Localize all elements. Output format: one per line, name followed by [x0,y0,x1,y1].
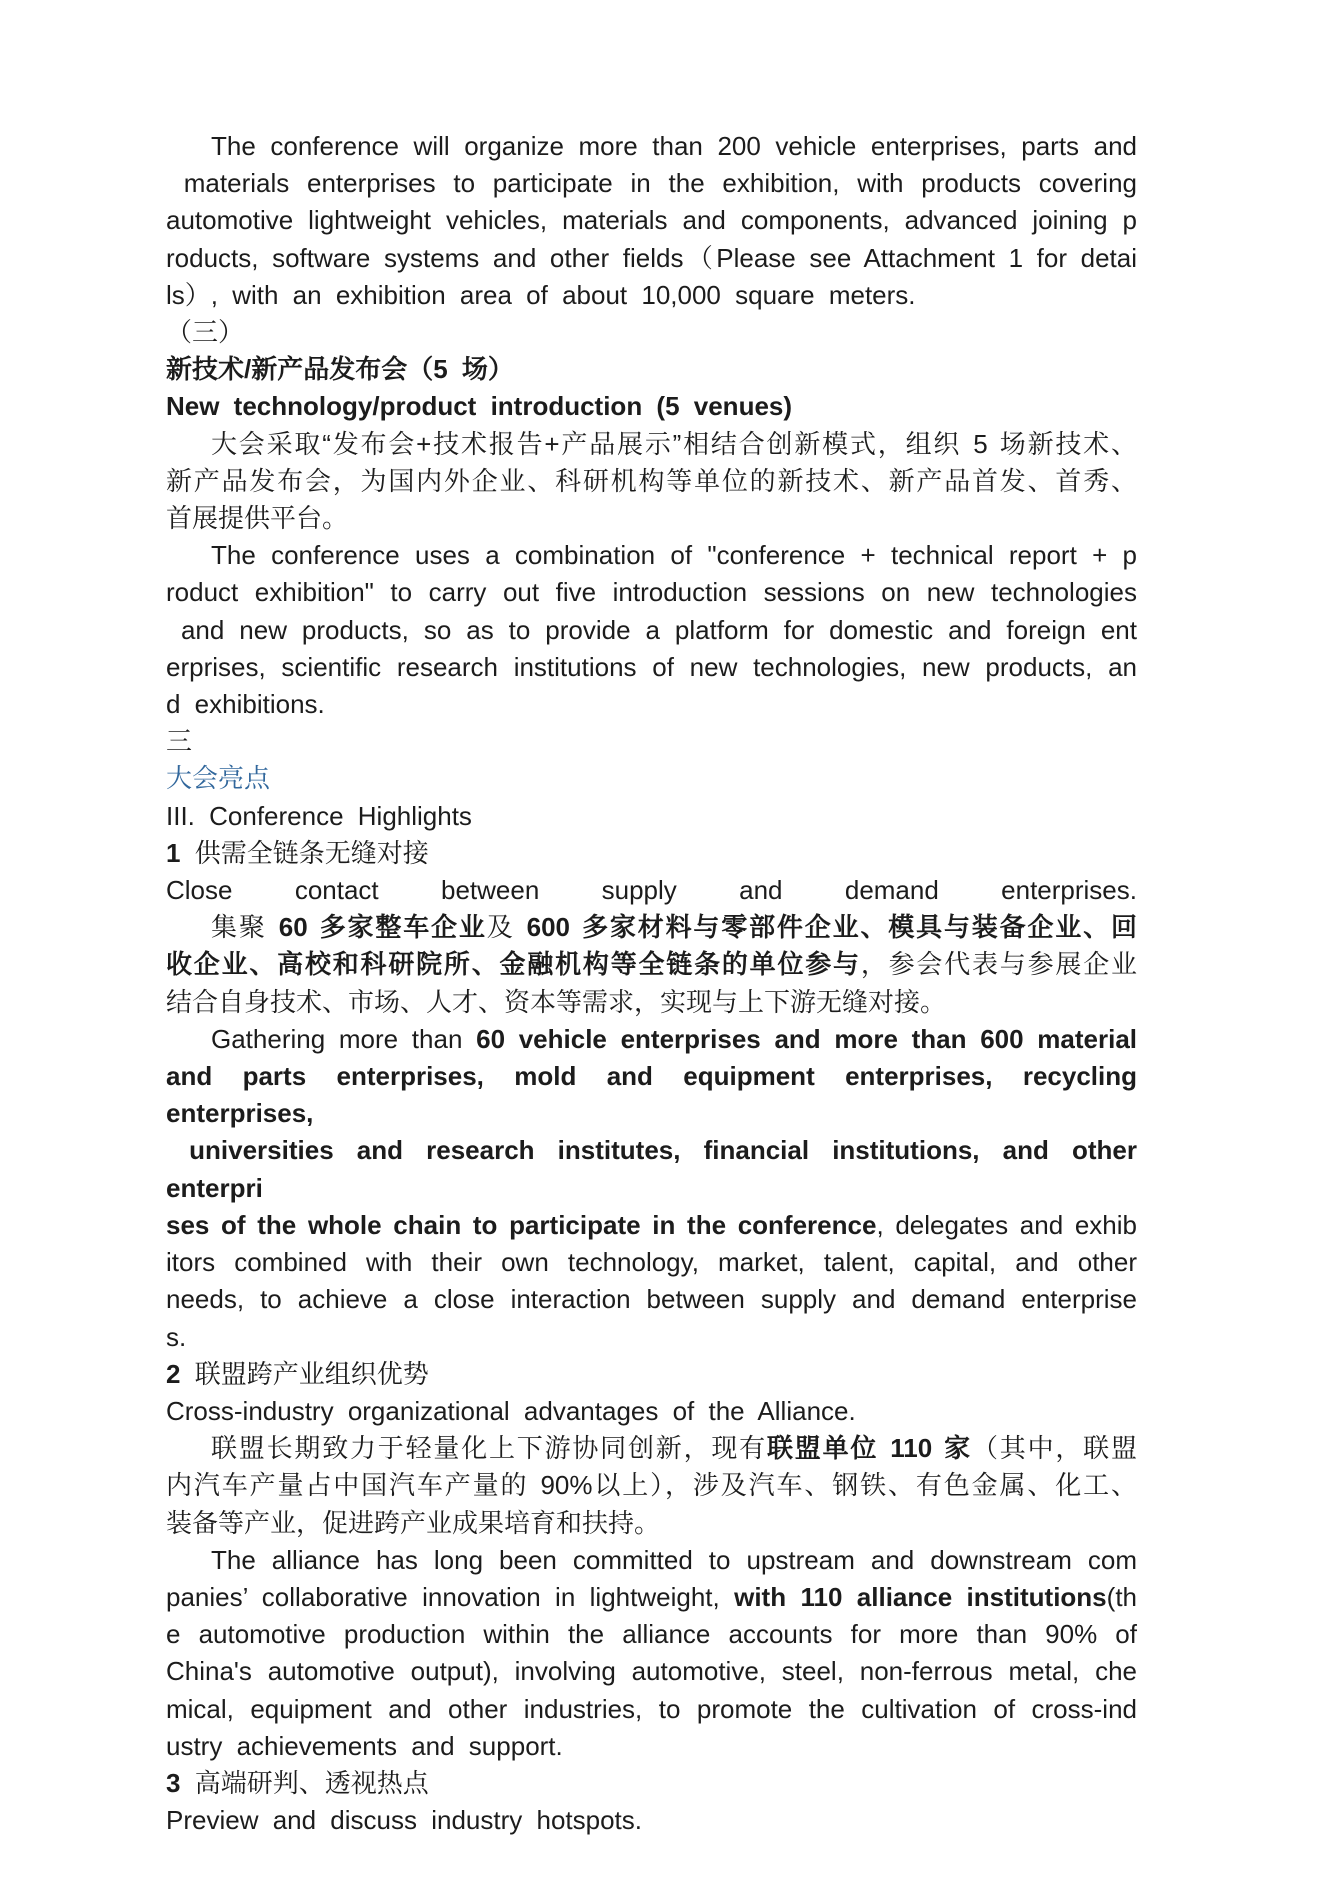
text-run: and new products, so as to provide a platform for domestic and foreign ent [166,614,1137,645]
para-alliance-en-line [166,1653,1137,1690]
text-run: 新技术/新产品发布会（5 场） [166,354,514,385]
text-run: China's automotive output), involving automotive, steel, non-ferrous metal, che [166,1656,1137,1687]
text-run: The conference will organize more than 200 vehicle enterprises, parts and [211,131,1137,161]
text-run: and parts enterprises, mold and equipment enterprises, recycling enterprises, [166,1061,1148,1129]
para-gathering-en-line [166,1281,1137,1318]
text-run: 集聚 [211,912,279,943]
text-run: Preview and discuss industry hotspots. [166,1805,642,1836]
text-run: panies’ collaborative innovation in lightweight, [166,1581,735,1612]
para-exhibition-line [166,240,1137,277]
document-text-body [166,128,1148,1839]
para-exhibition-line [166,128,1137,165]
text-run: 大会亮点 [166,763,271,794]
text-run: 联盟长期致力于轻量化上下游协同创新，现有 [211,1433,767,1464]
highlight-2-title-en [166,1393,1137,1430]
text-run: 高端研判、透视热点 [180,1767,429,1798]
para-gathering-en-line [166,1058,1148,1132]
highlight-3-title-en [166,1802,1137,1839]
para-release-en-line [166,537,1137,574]
highlight-1-title-zh [166,835,1137,872]
text-run: 联盟单位 110 家 [766,1433,972,1464]
para-release-en-line [166,574,1137,611]
para-release-en-line [166,649,1137,686]
text-run: Gathering more than [211,1023,477,1054]
text-run: The conference uses a combination of "conference + technical report + p [211,540,1137,571]
heading-new-technology-en [166,388,1137,425]
text-run: 1 [166,837,181,868]
para-exhibition-line [166,277,1137,314]
text-run: s. [166,1321,187,1352]
text-run: with 110 alliance institutions [734,1581,1107,1612]
highlight-1-title-en [166,872,1137,909]
text-run: materials enterprises to participate in the exhibition, with products covering [166,168,1137,199]
text-run: (th [1106,1581,1137,1612]
text-run: roducts, software systems and other fields（Please see Attachment 1 for detai [166,242,1137,273]
highlight-2-title-zh [166,1356,1137,1393]
text-run: （其中，联盟 [971,1433,1137,1464]
para-exhibition-line [166,202,1137,239]
para-release-zh-line [166,463,1137,500]
para-gathering-en-line [166,1207,1137,1244]
text-run: ses of the whole chain to participate in the conference [166,1209,877,1240]
heading-new-technology-zh [166,351,1137,388]
para-release-en-line [166,612,1137,649]
text-run: Close contact between supply and demand enterprises. [166,875,1137,906]
text-run: The alliance has long been committed to upstream and downstream com [211,1544,1137,1575]
text-run: New technology/product introduction (5 venues) [166,391,793,422]
heading-highlights-zh [166,760,1137,797]
para-gathering-zh-line [166,984,1137,1021]
text-run: erprises, scientific research institutions of new technologies, new products, an [166,651,1137,682]
para-gathering-en-line [166,1319,1137,1356]
text-run: 三 [166,726,193,757]
text-run: automotive lightweight vehicles, materials and components, advanced joining p [166,205,1137,236]
text-run: Cross-industry organizational advantages of the Alliance. [166,1395,856,1426]
para-alliance-en-line [166,1579,1137,1616]
para-release-zh-line [166,500,1137,537]
para-release-en-line [166,686,1137,723]
para-alliance-zh-line [166,1505,1137,1542]
text-run: 大会采取“发布会+技术报告+产品展示”相结合创新模式，组织 5 场新技术、 [211,428,1137,459]
text-run: （三） [166,317,245,348]
text-run: e automotive production within the alliance accounts for more than 90% of [166,1619,1137,1650]
text-run: 及 [486,912,527,943]
text-run: 首展提供平台。 [166,503,349,534]
text-run: 60 多家整车企业 [278,912,487,943]
text-run: 结合自身技术、市场、人才、资本等需求，实现与上下游无缝对接。 [166,986,947,1017]
text-run: ls）, with an exhibition area of about 10,000 square meters. [166,279,916,310]
para-gathering-zh-line [166,946,1137,983]
para-gathering-en-line [166,1021,1137,1058]
text-run: ，参会代表与参展企业 [860,949,1137,980]
text-run: 600 多家材料与零部件企业、模具与装备企业、回 [526,912,1137,943]
text-run: universities and research institutes, financial institutions, and other enterpri [166,1135,1148,1203]
highlight-3-title-zh [166,1765,1137,1802]
text-run: itors combined with their own technology, market, talent, capital, and other [166,1247,1137,1278]
text-run: roduct exhibition" to carry out five introduction sessions on new technologies [166,577,1137,608]
para-alliance-en-line [166,1616,1137,1653]
para-gathering-en-line [166,1244,1137,1281]
text-run: ustry achievements and support. [166,1730,563,1761]
para-gathering-zh-line [166,909,1137,946]
para-alliance-en-line [166,1691,1137,1728]
text-run: 新产品发布会，为国内外企业、科研机构等单位的新技术、新产品首发、首秀、 [166,465,1137,496]
text-run: needs, to achieve a close interaction between supply and demand enterprise [166,1284,1137,1315]
para-alliance-en-line [166,1728,1137,1765]
section-number-three-zh [166,314,1137,351]
para-alliance-zh-line [166,1467,1137,1504]
text-run: , delegates and exhib [876,1209,1137,1240]
text-run: 联盟跨产业组织优势 [180,1358,429,1389]
text-run: 60 vehicle enterprises and more than 600 material [476,1023,1138,1054]
text-run: 收企业、高校和科研院所、金融机构等全链条的单位参与 [166,949,861,980]
text-run: mical, equipment and other industries, to promote the cultivation of cross-ind [166,1693,1137,1724]
para-alliance-zh-line [166,1430,1137,1467]
text-run: 装备等产业，促进跨产业成果培育和扶持。 [166,1507,661,1538]
heading-highlights-en [166,798,1137,835]
text-run: 2 [166,1358,181,1389]
text-run: 内汽车产量占中国汽车产量的 90%以上），涉及汽车、钢铁、有色金属、化工、 [166,1470,1137,1501]
text-run: 供需全链条无缝对接 [180,837,429,868]
para-gathering-en-line [166,1132,1148,1206]
text-run: 3 [166,1767,181,1798]
para-alliance-en-line [166,1542,1137,1579]
text-run: III. Conference Highlights [166,800,472,831]
text-run: d exhibitions. [166,689,325,720]
para-release-zh-line [166,426,1137,463]
section-number-three-plain [166,723,1137,760]
para-exhibition-line [166,165,1137,202]
